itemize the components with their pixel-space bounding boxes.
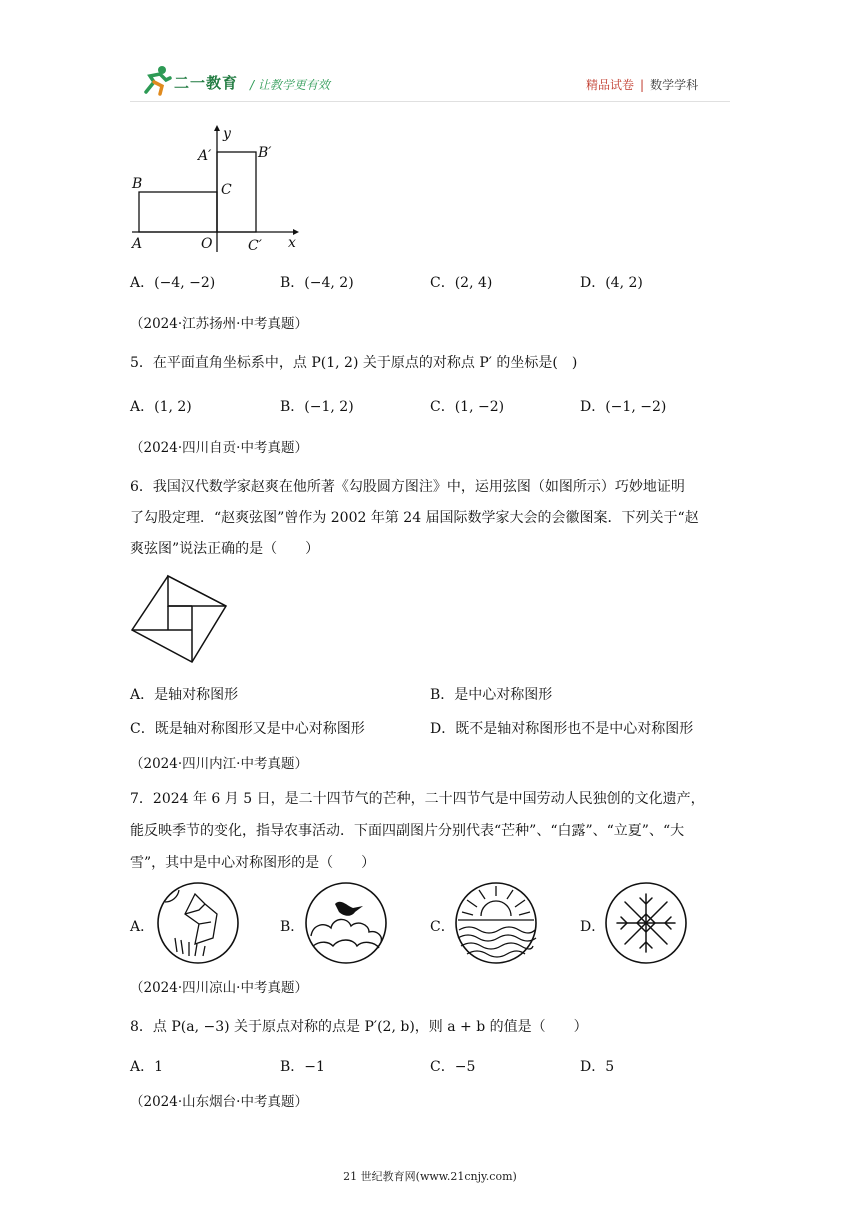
- source-q5: （2024·江苏扬州·中考真题）: [130, 316, 308, 332]
- q4-option-c: C．(2, 4): [430, 275, 493, 291]
- q7-option-a: A．: [130, 919, 155, 935]
- header-separator: |: [640, 78, 645, 92]
- q6-stem-line3: 爽弦图”说法正确的是（ ）: [130, 541, 320, 557]
- q5-stem: 5．在平面直角坐标系中，点 P(1, 2) 关于原点的对称点 P′ 的坐标是( ): [130, 355, 578, 371]
- label-c-prime: C′: [248, 238, 262, 254]
- q7-stem-line3: 雪”，其中是中心对称图形的是（ ）: [130, 855, 376, 871]
- q5-option-b: B．(−1, 2): [280, 399, 354, 415]
- q4-option-d: D．(4, 2): [580, 275, 643, 291]
- label-y: y: [223, 126, 231, 142]
- q6-stem-line2: 了勾股定理．“赵爽弦图”曾作为 2002 年第 24 届国际数学家大会的会徽图案．下列关于“赵: [130, 510, 699, 526]
- q8-option-a: A．1: [130, 1059, 164, 1075]
- header-right: [586, 76, 698, 93]
- q5-option-a: A．(1, 2): [130, 399, 192, 415]
- zhao-shuang-chord-diagram: [128, 572, 232, 666]
- q6-option-d: D．既不是轴对称图形也不是中心对称图形: [430, 721, 694, 737]
- q7-option-d: D．: [580, 919, 606, 935]
- source-q9: （2024·山东烟台·中考真题）: [130, 1094, 308, 1110]
- q7-stem-line1: 7．2024 年 6 月 5 日，是二十四节气的芒种，二十四节气是中国劳动人民独创的文化遗产，: [130, 791, 705, 807]
- q4-coordinate-figure: [128, 124, 308, 254]
- q8-stem: 8．点 P(a, −3) 关于原点对称的点是 P′(2, b)，则 a + b 的值是（ ）: [130, 1019, 588, 1035]
- header-tag: 精品试卷: [586, 78, 635, 92]
- q7-image-a-grain-in-ear: [155, 880, 241, 966]
- label-o: O: [201, 236, 213, 252]
- q4-option-b: B．(−4, 2): [280, 275, 354, 291]
- q7-option-b: B．: [280, 919, 305, 935]
- runner-logo-icon: [140, 64, 174, 96]
- label-a-prime: A′: [198, 148, 212, 164]
- header-subject: 数学学科: [650, 78, 699, 92]
- source-q7: （2024·四川内江·中考真题）: [130, 756, 308, 772]
- q6-stem-line1: 6．我国汉代数学家赵爽在他所著《勾股圆方图注》中，运用弦图（如图所示）巧妙地证明: [130, 479, 685, 495]
- q7-image-b-white-dew: [303, 880, 389, 966]
- label-c: C: [221, 182, 232, 198]
- label-a: A: [132, 236, 143, 252]
- q7-option-c: C．: [430, 919, 455, 935]
- q8-option-c: C．−5: [430, 1059, 476, 1075]
- label-b-prime: B′: [258, 145, 272, 161]
- q7-image-c-start-of-summer: [453, 880, 539, 966]
- q6-option-c: C．既是轴对称图形又是中心对称图形: [130, 721, 365, 737]
- q7-stem-line2: 能反映季节的变化，指导农事活动．下面四副图片分别代表“芒种”、“白露”、“立夏”、“大: [130, 823, 685, 839]
- label-b: B: [132, 176, 143, 192]
- slogan: / 让教学更有效: [250, 78, 330, 92]
- source-q8: （2024·四川凉山·中考真题）: [130, 980, 308, 996]
- q7-image-d-snowflake: [603, 880, 689, 966]
- header-divider: [130, 101, 730, 102]
- q8-option-d: D．5: [580, 1059, 615, 1075]
- q5-option-c: C．(1, −2): [430, 399, 505, 415]
- logo-text: 二一教育: [174, 74, 239, 92]
- q5-option-d: D．(−1, −2): [580, 399, 667, 415]
- source-q6: （2024·四川自贡·中考真题）: [130, 440, 308, 456]
- q8-option-b: B．−1: [280, 1059, 325, 1075]
- q4-option-a: A．(−4, −2): [130, 275, 216, 291]
- label-x: x: [288, 235, 296, 251]
- q6-option-b: B．是中心对称图形: [430, 687, 553, 703]
- page-footer: 21 世纪教育网(www.21cnjy.com): [343, 1170, 517, 1183]
- q6-option-a: A．是轴对称图形: [130, 687, 239, 703]
